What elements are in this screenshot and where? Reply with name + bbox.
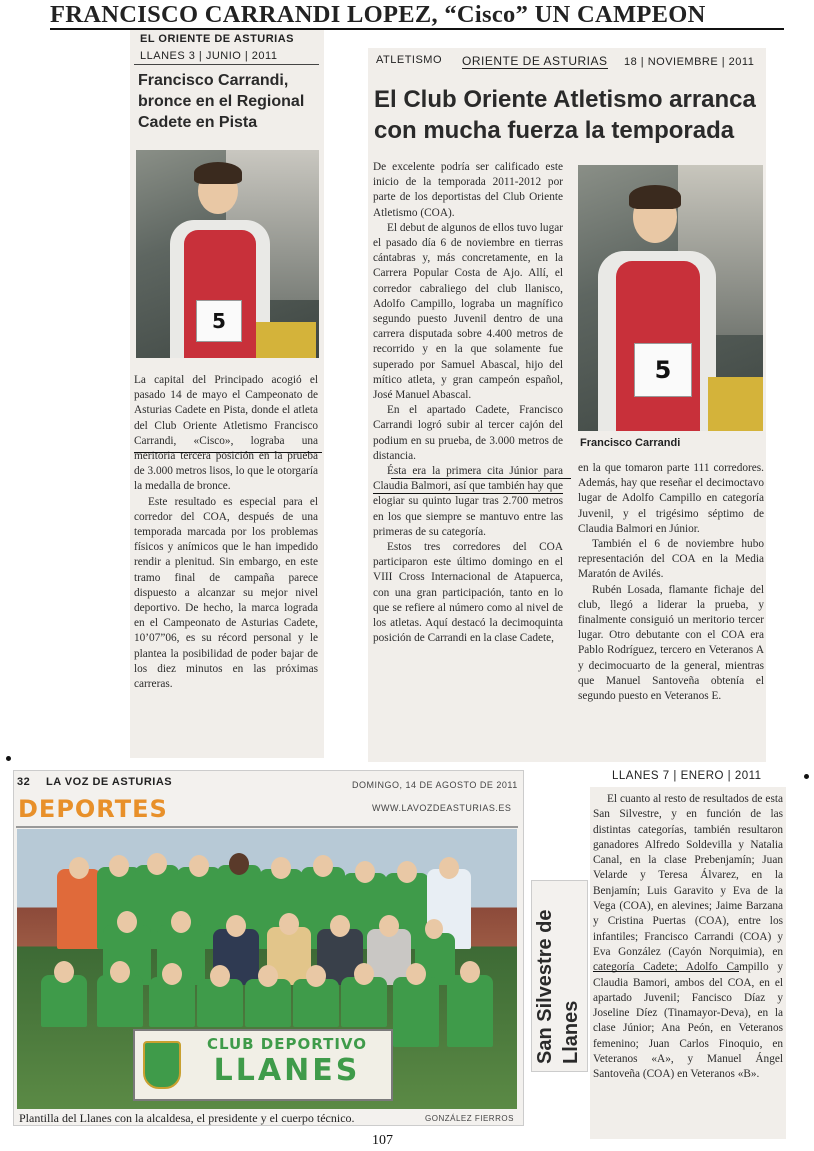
clip3-url: WWW.LAVOZDEASTURIAS.ES (372, 803, 512, 813)
clip1-photo (136, 150, 319, 358)
clip2-col1-paragraph-2: El debut de algunos de ellos tuvo lugar el pasado día 6 de noviembre en tierras cántabras y, más concretamente, en la Carrera Popular Costa de Ajo. Allí, el corredor cabraliego del club llanisco, Adolfo Campillo, lograba un magnífico segundo puesto Juvenil dentro de una carrera disputada sobre 4.400 metros de recorrido y en la que solamente fue superado por Samuel Abascal, hijo del mítico atleta, y gran campeón español, José Manuel Abascal. (373, 221, 564, 402)
photo-yellow-barrier (708, 377, 763, 431)
clip1-rule (134, 64, 319, 65)
clip2-col2-paragraph-2: También el 6 de noviembre hubo representación del COA en la Media Maratón de Avilés. (578, 538, 764, 581)
banner-line-2: LLANES (213, 1053, 361, 1088)
player-head (306, 965, 326, 987)
president-head (330, 915, 350, 937)
bullet-dot (804, 774, 809, 779)
player-head (229, 853, 249, 875)
clip3-caption: Plantilla del Llanes con la alcaldesa, el presidente y el cuerpo técnico. (19, 1111, 355, 1125)
player-head (439, 857, 459, 879)
clip2-underline-name (391, 478, 571, 479)
page-title: FRANCISCO CARRANDI LOPEZ, “Cisco” UN CAMPEON (50, 2, 784, 30)
player-head (69, 857, 89, 879)
clip2-underline-name-2 (373, 493, 563, 494)
player-head (189, 855, 209, 877)
banner-line-1: CLUB DEPORTIVO (206, 1035, 368, 1053)
player-head (147, 853, 167, 875)
player-front-8 (393, 977, 439, 1047)
clip2-col1-paragraph-3: En el apartado Cadete, Francisco Carrandi logró subir al tercer cajón del podium en su prueba, de 3.000 metros de distancia. (373, 404, 563, 462)
clip4-underline-name (593, 971, 739, 972)
clip3-section: DEPORTES (18, 795, 168, 823)
clip1-paper: EL ORIENTE DE ASTURIAS (140, 33, 295, 45)
clip2-date: 18 | NOVIEMBRE | 2011 (624, 56, 755, 68)
clip2-column-2 (578, 461, 764, 704)
clip3-date: DOMINGO, 14 DE AGOSTO DE 2011 (352, 780, 518, 790)
club-banner (133, 1029, 393, 1101)
clip2-col1-paragraph-4: Ésta era la primera cita Júnior para Claudia Balmori, así que también hay que elogiar su quinto lugar tras 2.700 metros en los que siempre se mantuvo entre las primeras de su categoría. (373, 465, 563, 538)
clip1-underline-name (134, 452, 322, 453)
player-head (110, 961, 130, 983)
clip3-paper: LA VOZ DE ASTURIAS (46, 776, 173, 788)
clip2-column-1 (373, 160, 563, 647)
clip2-photo (578, 165, 763, 431)
staff-head (425, 919, 443, 939)
runner-bib: 5 (196, 300, 242, 342)
player-head (354, 963, 374, 985)
staff-head (117, 911, 137, 933)
clip4-vertical-title: San Silvestre de Llanes (534, 909, 582, 1064)
player-head (313, 855, 333, 877)
clip3-rule (16, 826, 518, 828)
player-head (460, 961, 480, 983)
player-head (271, 857, 291, 879)
clip1-paragraph-2: Este resultado es especial para el corredor del COA, después de una temporada marcada por los problemas físicos y anímicos que le han impedido rendir a plenitud. Sin embargo, en este tramo final de campaña parece dispuesto a alcanzar su mejor nivel deportivo. De hecho, la marca lograda en el Campeonato de Asturias Cadete, 10’07”06, es su récord personal y le plantea la posibilidad de poder bajar de los diez minutos en las próximas carreras. (134, 495, 318, 691)
clip1-body (134, 373, 318, 692)
page-number: 107 (372, 1133, 393, 1148)
team-photo (17, 829, 517, 1109)
player-head (406, 963, 426, 985)
player-head (210, 965, 230, 987)
runner-hair (629, 185, 681, 209)
clip1-date: LLANES 3 | JUNIO | 2011 (140, 50, 278, 62)
clip2-section: ATLETISMO (376, 54, 443, 66)
player-head (162, 963, 182, 985)
clip2-col1-paragraph-1: De excelente podría ser calificado este inicio de la temporada 2011-2012 por parte de los deportistas del Club Oriente Atletismo (COA). (373, 161, 563, 219)
clip2-col1-paragraph-5: Estos tres corredores del COA participaron este último domingo en el VIII Cross Internacional de Atapuerca, con una gran participación, tanto en lo que se refiere al número como al nivel de los atletas. Aquí destacó la decimoquinta posición de Carrandi en la clase Cadete, (373, 541, 563, 645)
clip2-col2-paragraph-1: en la que tomaron parte 111 corredores. Además, hay que reseñar el decimoctavo lugar de Adolfo Campillo en categoría Juvenil, y el trigésimo séptimo de Claudia Balmori en Júnior. (578, 462, 764, 535)
player-head (397, 861, 417, 883)
staff-head (379, 915, 399, 937)
staff-head (226, 915, 246, 937)
clip4-paragraph-1: El cuanto al resto de resultados de esta San Silvestre, y en función de las distintas categorías, también resultaron ganadores Alfredo Soldevilla y Natalia Canal, en la clase Prebenjamín; Juan Velarde y Teresa Álvarez, en la Benjamín; Luis Garavito y Eva de la Vega (COA), en alevines; Jaime Barzana y Cristina Puertas (COA), entre los infantiles; Francisco Carrandi (COA) y Eva González (Cayón Norquimia), en categoría Cadete; Adolfo Campillo y Claudia Bamori, ambos del COA, en el apartado Juvenil; Fancisco Díaz y Joseline Díez (Tinamayor-Deva), en la clase Júnior; Ana Peón, en Veteranos femenino; Juan Carlos Finoquio, en Veteranos «A», y Manuel Ángel Santoveña (COA) en Veteranos «B». (593, 793, 783, 1081)
clip2-headline: El Club Oriente Atletismo arranca con mucha fuerza la temporada (374, 86, 756, 144)
club-crest-icon (143, 1041, 181, 1089)
player-head (355, 861, 375, 883)
clip4-date: LLANES 7 | ENERO | 2011 (612, 770, 762, 782)
clip2-paper: ORIENTE DE ASTURIAS (462, 54, 608, 68)
player-head (54, 961, 74, 983)
clip1-paragraph-1: La capital del Principado acogió el pasado 14 de mayo el Campeonato de Asturias Cadete en Pista, donde el atleta del Club Oriente Atletismo Francisco Carrandi, «Cisco», lograba una meritoria tercera posición en la prueba de 3.000 metros lisos, lo que le otorgaría la medalla de bronce. (134, 374, 318, 493)
player-front-9 (447, 975, 493, 1047)
clip3-page-number: 32 (17, 776, 31, 788)
clip1-headline: Francisco Carrandi, bronce en el Regional Cadete en Pista (138, 72, 305, 131)
clip3-credit: GONZÁLEZ FIERROS (425, 1114, 514, 1123)
clip2-col2-paragraph-3: Rubén Losada, flamante fichaje del club, llegó a liderar la prueba, y finalmente consiguió un meritorio tercer lugar. Otro debutante con el COA era Pablo Rodríguez, tercero en Veteranos A y decimocuarto de la general, mientras que Manuel Santoveña obtenía el segundo puesto en Veteranos E. (578, 583, 764, 703)
photo-yellow-barrier (256, 322, 316, 358)
runner-bib: 5 (634, 343, 692, 397)
clip4-body (593, 792, 783, 1083)
runner-hair (194, 162, 242, 184)
bullet-dot (6, 756, 11, 761)
mayor-head (279, 913, 299, 935)
player-head (258, 965, 278, 987)
player-head (109, 855, 129, 877)
staff-head (171, 911, 191, 933)
clip2-photo-caption: Francisco Carrandi (580, 437, 681, 449)
player-back-1 (57, 869, 101, 949)
